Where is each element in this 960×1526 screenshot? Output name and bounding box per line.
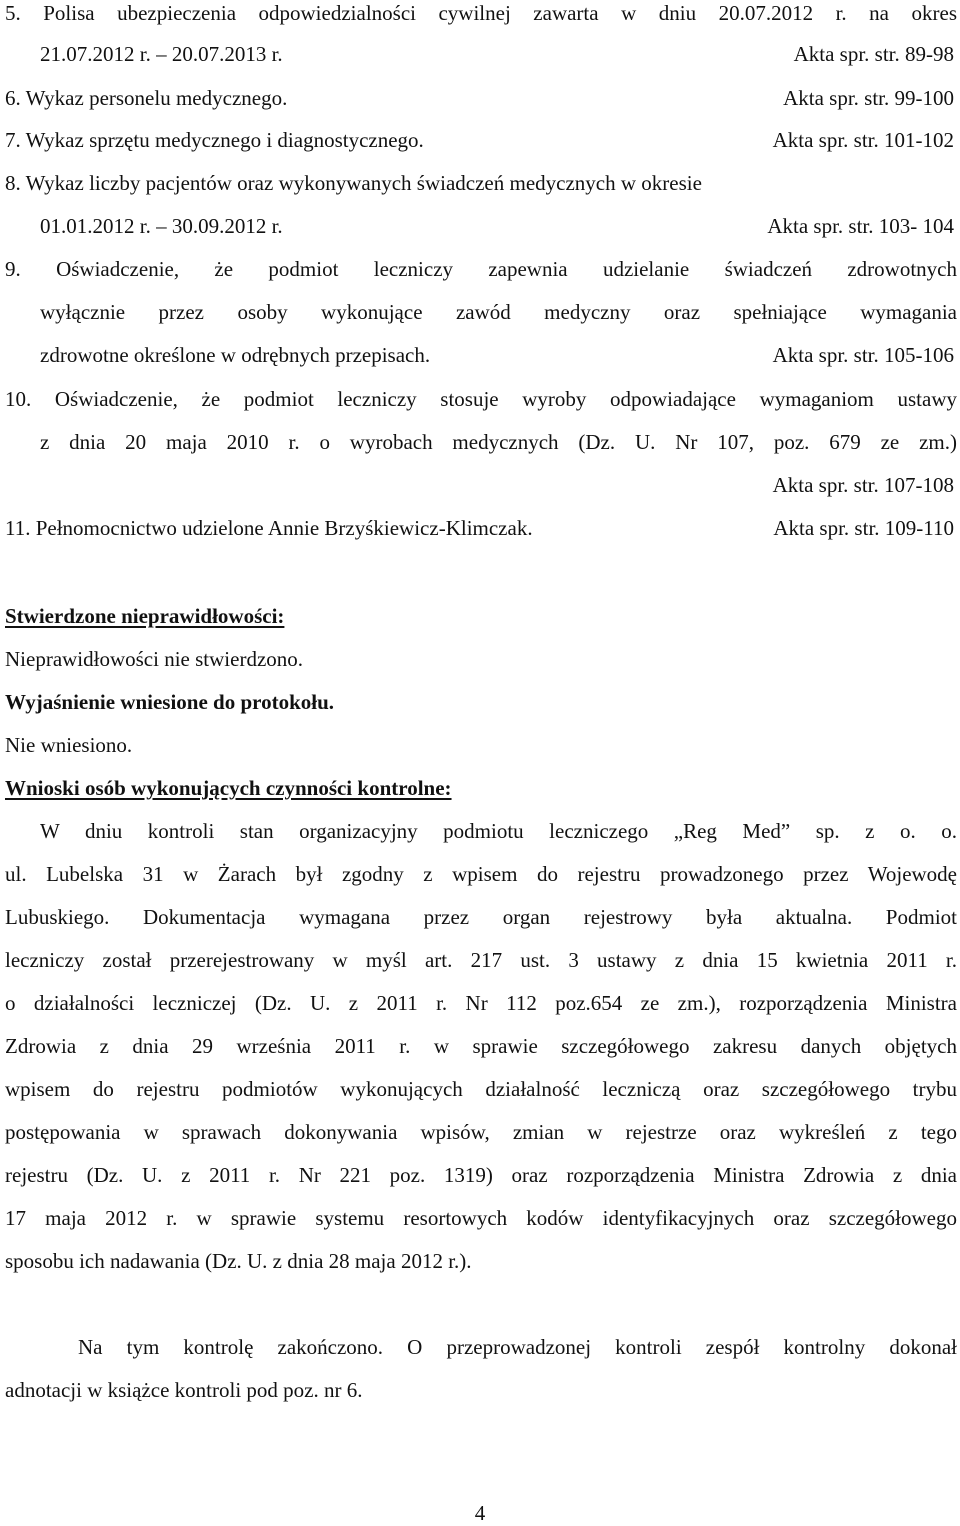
item-11: 11. Pełnomocnictwo udzielone Annie Brzyśkiewicz-Klimczak. — [5, 516, 533, 540]
conclusions-line: postępowania w sprawach dokonywania wpisów, zmian w rejestrze oraz wykreśleń z tego — [5, 1120, 957, 1144]
item-10-line-2: z dnia 20 maja 2010 r. o wyrobach medycznych (Dz. U. Nr 107, poz. 679 ze zm.) — [40, 430, 957, 454]
item-5-line-2: 21.07.2012 r. – 20.07.2013 r. — [40, 42, 283, 66]
page-number: 4 — [474, 1501, 486, 1525]
conclusions-line: Lubuskiego. Dokumentacja wymagana przez organ rejestrowy była aktualna. Podmiot — [5, 905, 957, 929]
conclusions-heading: Wnioski osób wykonujących czynności kontrolne: — [5, 776, 452, 800]
explanation-text: Nie wniesiono. — [5, 733, 133, 757]
item-9-line-2: wyłącznie przez osoby wykonujące zawód medyczny oraz spełniające wymagania — [40, 300, 957, 324]
conclusions-line: wpisem do rejestru podmiotów wykonujących działalność leczniczą oraz szczegółowego trybu — [5, 1077, 957, 1101]
item-11-reference: Akta spr. str. 109-110 — [773, 516, 954, 540]
conclusions-line: Zdrowia z dnia 29 września 2011 r. w sprawie szczegółowego zakresu danych objętych — [5, 1034, 957, 1058]
conclusions-line: 17 maja 2012 r. w sprawie systemu resortowych kodów identyfikacyjnych oraz szczegółowego — [5, 1206, 957, 1230]
conclusions-line: W dniu kontroli stan organizacyjny podmiotu leczniczego „Reg Med” sp. z o. o. — [40, 819, 957, 843]
item-5-line-1: 5. Polisa ubezpieczenia odpowiedzialności cywilnej zawarta w dniu 20.07.2012 r. na okres — [5, 1, 957, 25]
item-5-reference: Akta spr. str. 89-98 — [793, 42, 954, 66]
item-8-reference: Akta spr. str. 103- 104 — [767, 214, 954, 238]
conclusions-line: sposobu ich nadawania (Dz. U. z dnia 28 maja 2012 r.). — [5, 1249, 472, 1273]
item-10-reference: Akta spr. str. 107-108 — [772, 473, 954, 497]
closing-line-1: Na tym kontrolę zakończono. O przeprowadzonej kontroli zespół kontrolny dokonał — [78, 1335, 957, 1359]
conclusions-line: rejestru (Dz. U. z 2011 r. Nr 221 poz. 1319) oraz rozporządzenia Ministra Zdrowia z dnia — [5, 1163, 957, 1187]
item-7-reference: Akta spr. str. 101-102 — [772, 128, 954, 152]
item-8-line-1: 8. Wykaz liczby pacjentów oraz wykonywanych świadczeń medycznych w okresie — [5, 171, 702, 195]
item-7: 7. Wykaz sprzętu medycznego i diagnostycznego. — [5, 128, 424, 152]
item-6: 6. Wykaz personelu medycznego. — [5, 86, 288, 110]
findings-text: Nieprawidłowości nie stwierdzono. — [5, 647, 304, 671]
item-9-line-1: 9. Oświadczenie, że podmiot leczniczy zapewnia udzielanie świadczeń zdrowotnych — [5, 257, 957, 281]
explanation-heading: Wyjaśnienie wniesione do protokołu. — [5, 690, 335, 714]
item-9-reference: Akta spr. str. 105-106 — [772, 343, 954, 367]
closing-line-2: adnotacji w książce kontroli pod poz. nr 6. — [5, 1378, 363, 1402]
conclusions-line: o działalności leczniczej (Dz. U. z 2011 r. Nr 112 poz.654 ze zm.), rozporządzenia Ministra — [5, 991, 957, 1015]
item-10-line-1: 10. Oświadczenie, że podmiot leczniczy stosuje wyroby odpowiadające wymaganiom ustawy — [5, 387, 957, 411]
item-6-reference: Akta spr. str. 99-100 — [783, 86, 954, 110]
item-9-line-3: zdrowotne określone w odrębnych przepisach. — [40, 343, 431, 367]
conclusions-line: leczniczy został przerejestrowany w myśl art. 217 ust. 3 ustawy z dnia 15 kwietnia 2011 r. — [5, 948, 957, 972]
findings-heading: Stwierdzone nieprawidłowości: — [5, 604, 285, 628]
conclusions-line: ul. Lubelska 31 w Żarach był zgodny z wpisem do rejestru prowadzonego przez Wojewodę — [5, 862, 957, 886]
item-8-line-2: 01.01.2012 r. – 30.09.2012 r. — [40, 214, 283, 238]
